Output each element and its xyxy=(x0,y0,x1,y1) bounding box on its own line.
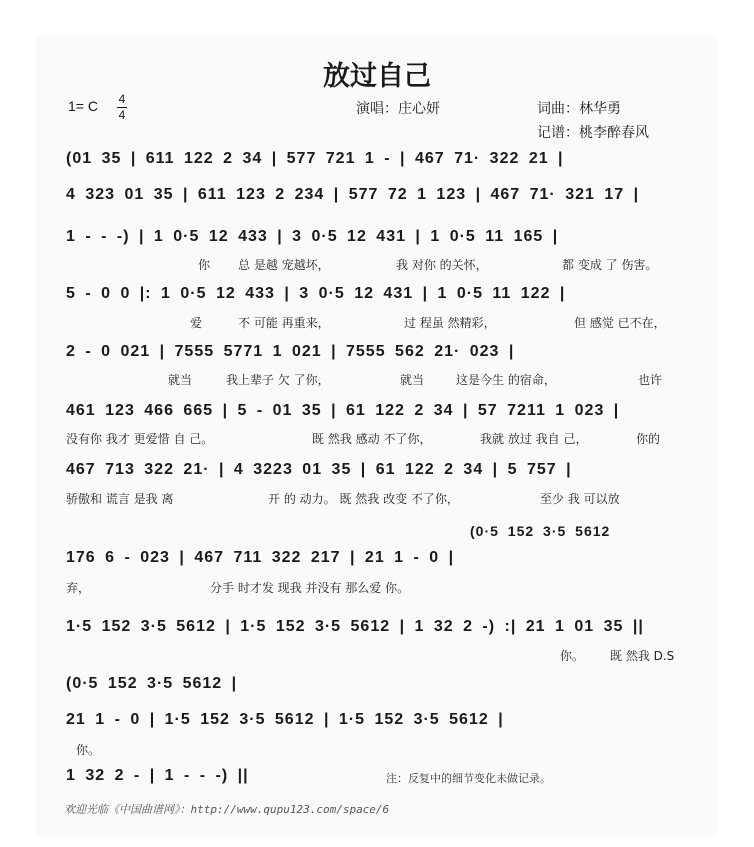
lyric: 但 感觉 已不在， xyxy=(574,316,666,330)
lyric: 你 xyxy=(198,258,211,272)
lyric: 就当 xyxy=(400,373,425,387)
lyric: 你。 xyxy=(76,743,101,757)
lyric: 我 对你 的关怀， xyxy=(396,258,488,272)
lyric: 分手 时才发 现我 并没有 那么爱 你。 xyxy=(210,581,410,595)
score-row-8: 176 6 - 023 | 467 711 322 217 | 21 1 - 0 | xyxy=(66,549,455,566)
lyric: 开 的 动力。 既 然我 改变 不了你， xyxy=(268,492,459,506)
lyric: 我上辈子 欠 了你， xyxy=(226,373,330,387)
lyric: 我就 放过 我自 己， xyxy=(480,432,588,446)
score-row-5: 2 - 0 021 | 7555 5771 1 021 | 7555 562 21· 023 | xyxy=(66,343,515,360)
key-signature: 1= C xyxy=(68,98,98,114)
footnote: 注：反复中的细节变化未做记录。 xyxy=(386,772,551,785)
score-row-3: 1 - - -) | 1 0·5 12 433 | 3 0·5 12 431 | 1 0·5 11 165 | xyxy=(66,228,559,245)
lyric: 既 然我 D.S xyxy=(610,649,675,663)
score-row-1: (01 35 | 611 122 2 34 | 577 721 1 - | 467 71· 322 21 | xyxy=(66,150,564,167)
lyric: 至少 我 可以放 xyxy=(540,492,620,506)
lyric: 骄傲和 谎言 是我 离 xyxy=(66,492,174,506)
lyric: 就当 xyxy=(168,373,193,387)
lyric: 都 变成 了 伤害。 xyxy=(562,258,658,272)
time-signature xyxy=(117,93,127,122)
lyric: 过 程虽 然精彩， xyxy=(404,316,496,330)
lyric: 不 可能 再重来， xyxy=(238,316,330,330)
score-row-9: 1·5 152 3·5 5612 | 1·5 152 3·5 5612 | 1 32 2 -) :| 21 1 01 35 || xyxy=(66,618,644,635)
composer-credit: 词曲：林华勇 xyxy=(537,101,621,117)
score-row-2: 4 323 01 35 | 611 123 2 234 | 577 72 1 123 | 467 71· 321 17 | xyxy=(66,186,640,203)
score-row-11: 21 1 - 0 | 1·5 152 3·5 5612 | 1·5 152 3·5 5612 | xyxy=(66,711,504,728)
score-row-7: 467 713 322 21· | 4 3223 01 35 | 61 122 2 34 | 5 757 | xyxy=(66,461,572,478)
lyric: 你。 xyxy=(560,649,585,663)
lyric: 没有你 我才 更爱惜 自 己。 xyxy=(66,432,214,446)
song-title: 放过自己 xyxy=(323,61,431,92)
lyric: 这是今生 的宿命， xyxy=(456,373,556,387)
lyric: 你的 xyxy=(636,432,661,446)
score-row-4: 5 - 0 0 |: 1 0·5 12 433 | 3 0·5 12 431 | 1 0·5 11 122 | xyxy=(66,285,566,302)
time-bottom: 4 xyxy=(118,108,126,122)
lyric: 弃， xyxy=(66,581,91,595)
singer-credit: 演唱：庄心妍 xyxy=(356,101,440,117)
time-top: 4 xyxy=(118,92,126,106)
score-row-12: 1 32 2 - | 1 - - -) || xyxy=(66,767,249,784)
lyric: 爱 xyxy=(190,316,203,330)
score-row-10: (0·5 152 3·5 5612 | xyxy=(66,675,238,692)
score-row-6: 461 123 466 665 | 5 - 01 35 | 61 122 2 34 | 57 7211 1 023 | xyxy=(66,402,620,419)
site-footer: 欢迎光临《中国曲谱网》：http://www.qupu123.com/space/6 xyxy=(64,803,390,816)
volta-intro-1: (0·5 152 3·5 5612 xyxy=(470,523,611,539)
lyric: 既 然我 感动 不了你， xyxy=(312,432,432,446)
transcriber-credit: 记谱：桃李醉春风 xyxy=(537,125,649,141)
lyric: 总 是越 宠越坏， xyxy=(238,258,330,272)
lyric: 也许 xyxy=(638,373,663,387)
